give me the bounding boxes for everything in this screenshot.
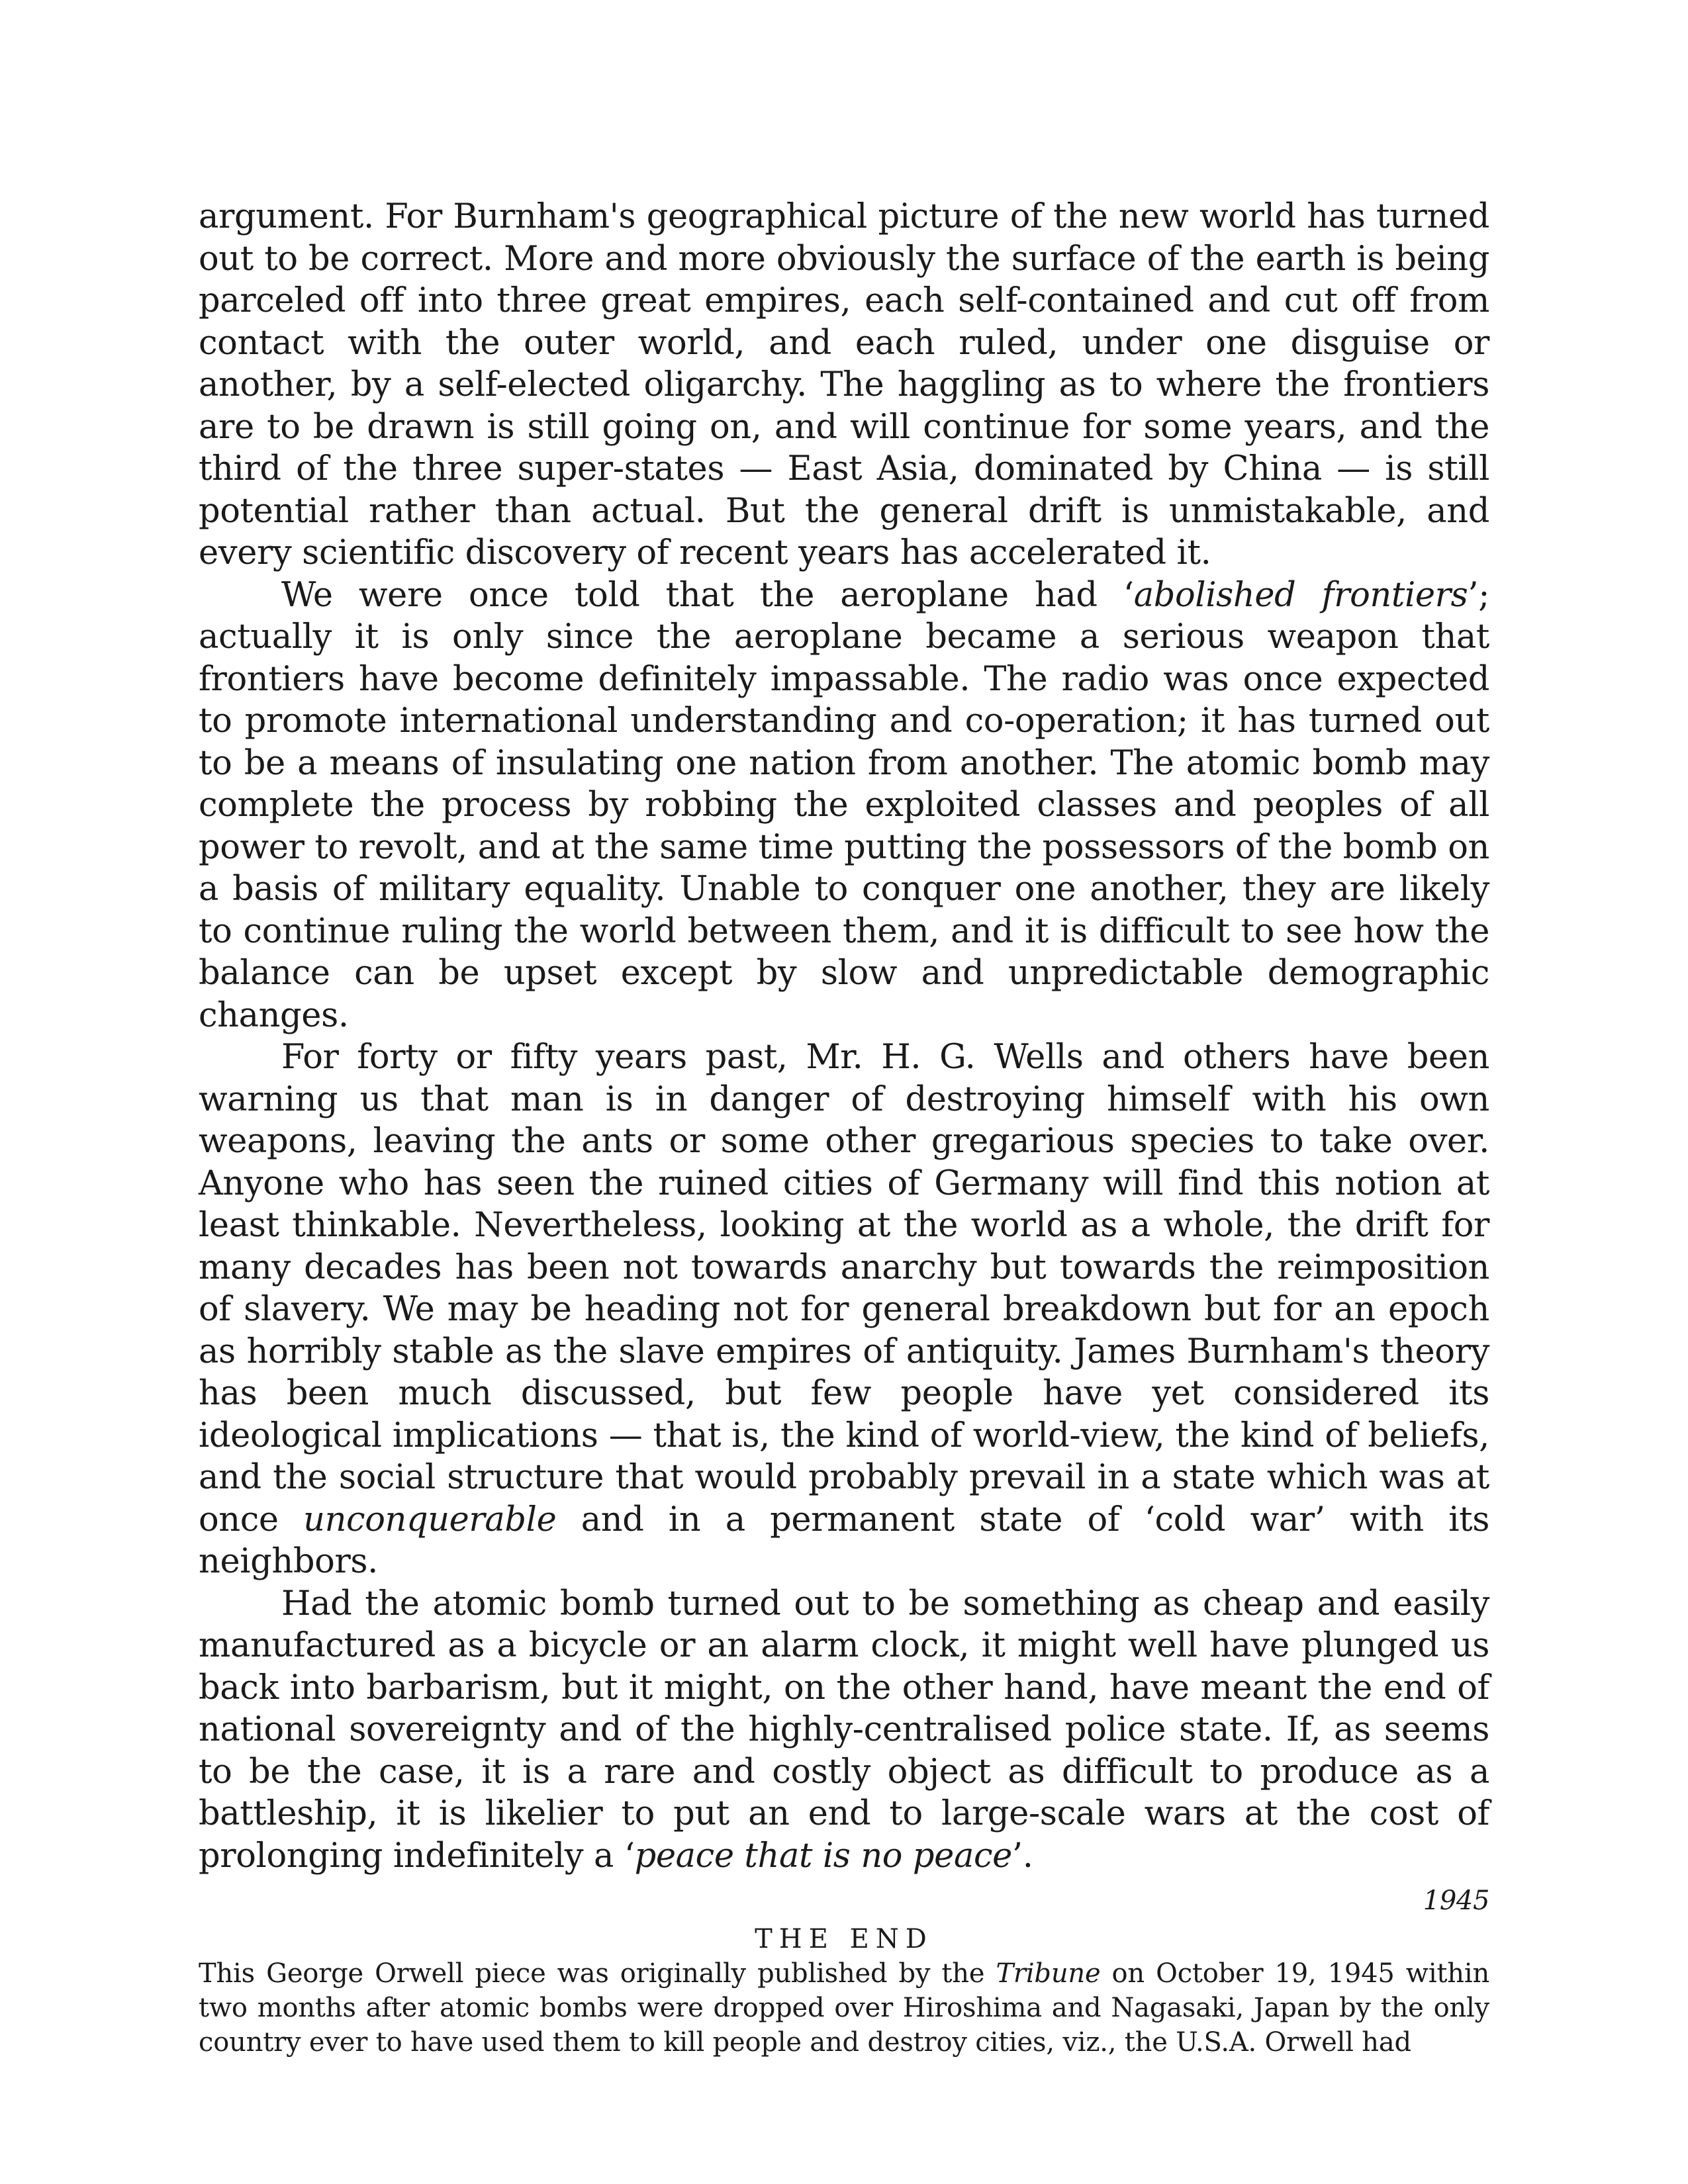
paragraph-4 <box>199 1583 1489 1878</box>
paragraph-1-run-1: argument. For Burnham's geographical picture of the new world has turned out to be correct. More and more obviously the surface of the earth is being parceled off into three great empires, each self-contained and cut off from contact with the outer world, and each ruled, under one disguise or another, by a self-elected oligarchy. The haggling as to where the frontiers are to be drawn is still going on, and will continue for some years, and the third of the three super-states — East Asia, dominated by China — is still potential rather than actual. But the general drift is unmistakable, and every scientific discovery of recent years has accelerated it. <box>199 197 1489 572</box>
paragraph-3-run-1: For forty or fifty years past, Mr. H. G. Wells and others have been warning us that man is in danger of destroying himself with his own weapons, leaving the ants or some other gregarious species to take over. Anyone who has seen the ruined cities of Germany will find this notion at least thinkable. Nevertheless, looking at the world as a whole, the drift for many decades has been not towards anarchy but towards the reimposition of slavery. We may be heading not for general breakdown but for an epoch as horribly stable as the slave empires of antiquity. James Burnham's theory has been much discussed, but few people have yet considered its ideological implications — that is, the kind of world-view, the kind of beliefs, and the social structure that would probably prevail in a state which was at once <box>199 1038 1489 1539</box>
note-run-3: on October 19, 1945 within two months after atomic bombs were dropped over Hiroshima and Nagasaki, Japan by the only country ever to have used them to kill people and destroy cities, viz., the U.S.A. Orwell had <box>199 1958 1490 2058</box>
note-italic-run: Tribune <box>996 1958 1101 1989</box>
body-text <box>199 196 1489 2060</box>
date-line: 1945 <box>1423 1886 1489 1916</box>
paragraph-2-run-1: We were once told that the aeroplane had ‘ <box>281 575 1134 615</box>
publication-note <box>199 1956 1489 2060</box>
paragraph-2-italic-run: abolished frontiers <box>1133 575 1468 615</box>
paragraph-4-italic-run: peace that is no peace <box>634 1836 1012 1876</box>
note-run-1: This George Orwell piece was originally published by the <box>199 1958 996 1989</box>
paragraph-4-run-3: ’. <box>1011 1836 1033 1876</box>
paragraph-4-run-1: Had the atomic bomb turned out to be something as cheap and easily manufactured as a bicycle or an alarm clock, it might well have plunged us back into barbarism, but it might, on the other hand, have meant the end of national sovereignty and of the highly-centralised police state. If, as seems to be the case, it is a rare and costly object as difficult to produce as a battleship, it is likelier to put an end to large-scale wars at the cost of prolonging indefinitely a ‘ <box>199 1584 1489 1876</box>
paragraph-2-run-3: ’; actually it is only since the aeroplane became a serious weapon that frontiers have become definitely impassable. The radio was once expected to promote international understanding and co-operation; it has turned out to be a means of insulating one nation from another. The atomic bomb may complete the process by robbing the exploited classes and peoples of all power to revolt, and at the same time putting the possessors of the bomb on a basis of military equality. Unable to conquer one another, they are likely to continue ruling the world between them, and it is difficult to see how the balance can be upset except by slow and unpredictable demographic changes. <box>199 575 1489 1035</box>
paragraph-1 <box>199 196 1489 574</box>
paragraph-3-italic-run: unconquerable <box>303 1500 557 1539</box>
the-end-heading: THE END <box>755 1924 933 1954</box>
paragraph-3-run-3: and in a permanent state of ‘cold war’ with its neighbors. <box>199 1500 1490 1581</box>
paragraph-3 <box>199 1036 1489 1583</box>
paragraph-2 <box>199 574 1489 1037</box>
